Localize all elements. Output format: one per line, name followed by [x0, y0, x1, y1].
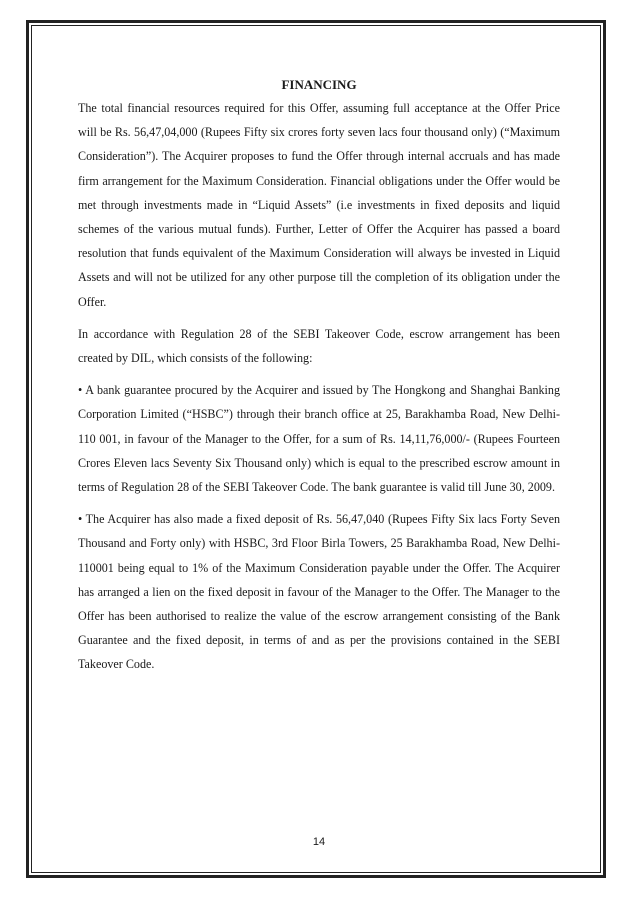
paragraph-escrow-intro: In accordance with Regulation 28 of the SEBI Takeover Code, escrow arrangement has been created by DIL, which consists of the following: — [78, 326, 560, 366]
section-title: FINANCING — [281, 77, 357, 92]
paragraph-fixed-deposit: • The Acquirer has also made a fixed deposit of Rs. 56,47,040 (Rupees Fifty Six lacs Forty Seven Thousand and Forty only) with HSBC, 3rd Floor Birla Towers, 25 Barakhamba Road, New Delhi-110001 being equal to 1% of the Maximum Consideration payable under the Offer. The Acquirer has arranged a lien on the fixed deposit in favour of the Manager to the Offer. The Manager to the Offer has been authorised to realize the value of the escrow arrangement consisting of the Bank Guarantee and the fixed deposit, in terms of and as per the provisions contained in the SEBI Takeover Code. — [78, 512, 560, 672]
paragraph-bank-guarantee: • A bank guarantee procured by the Acquirer and issued by The Hongkong and Shanghai Banking Corporation Limited (“HSBC”) through their branch office at 25, Barakhamba Road, New Delhi-110 001, in favour of the Manager to the Offer, for a sum of Rs. 14,11,76,000/- (Rupees Fourteen Crores Eleven lacs Seventy Six Thousand only) which is equal to the prescribed escrow amount in terms of Regulation 28 of the SEBI Takeover Code. The bank guarantee is valid till June 30, 2009. — [78, 383, 560, 495]
page-number: 14 — [312, 836, 326, 848]
paragraph-financing-overview: The total financial resources required for this Offer, assuming full acceptance at the Offer Price will be Rs. 56,47,04,000 (Rupees Fifty six crores forty seven lacs four thousand only) (“Maximum Consideration”). The Acquirer proposes to fund the Offer through internal accruals and has made firm arrangement for the Maximum Consideration. Financial obligations under the Offer would be met through investments made in “Liquid Assets” (i.e investments in fixed deposits and liquid schemes of the various mutual funds). Further, Letter of Offer the Acquirer has passed a board resolution that funds equivalent of the Maximum Consideration will always be invested in Liquid Assets and will not be utilized for any other purpose till the completion of its obligation under the Offer. — [78, 101, 560, 309]
document-body — [78, 74, 560, 685]
